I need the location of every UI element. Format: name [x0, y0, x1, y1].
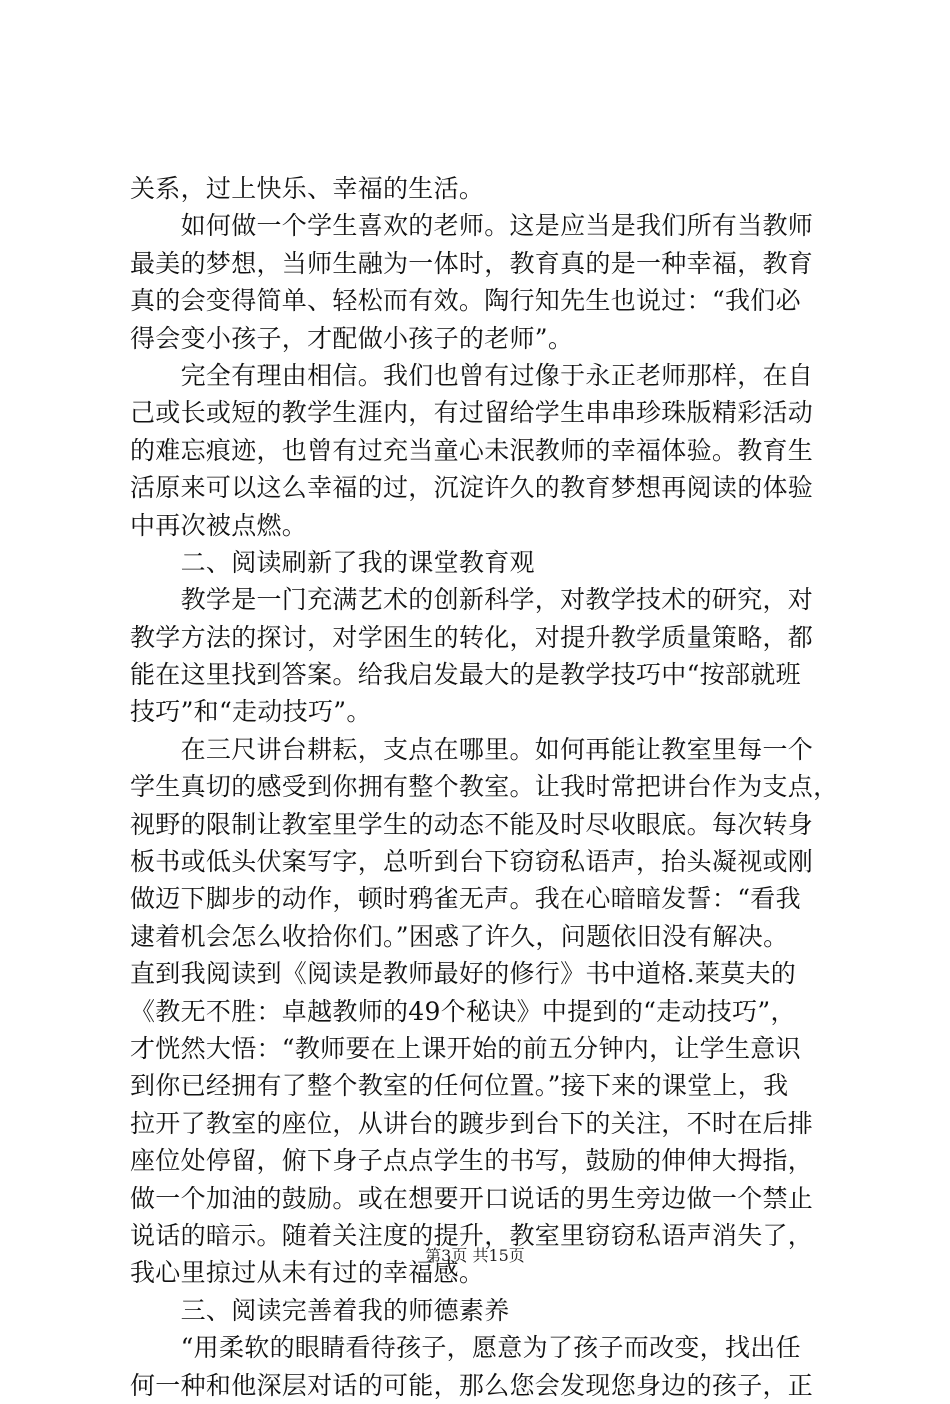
- text-line: 关系，过上快乐、幸福的生活。: [130, 174, 485, 203]
- text-line: 教学是一门充满艺术的创新科学，对教学技术的研究，对: [130, 585, 814, 615]
- body-text: [130, 170, 839, 1404]
- text-line: 学生真切的感受到你拥有整个教室。让我时常把讲台作为支点，: [130, 772, 839, 802]
- text-line: 在三尺讲台耕耘，支点在哪里。如何再能让教室里每一个: [130, 734, 814, 764]
- text-line: 逮着机会怎么收拾你们。”困惑了许久，问题依旧没有解决。: [130, 921, 789, 951]
- text-line: 技巧”和“走动技巧”。: [130, 697, 372, 727]
- text-line: 得会变小孩子，才配做小孩子的老师”。: [130, 323, 574, 353]
- text-line: 说话的暗示。随着关注度的提升，教室里窃窃私语声消失了，: [130, 1220, 814, 1250]
- text-line: 完全有理由相信。我们也曾有过像于永正老师那样，在自: [130, 360, 814, 390]
- text-line: 做迈下脚步的动作，顿时鸦雀无声。我在心暗暗发誓：“看我: [130, 884, 801, 914]
- text-line: 如何做一个学生喜欢的老师。这是应当是我们所有当教师: [130, 211, 814, 241]
- text-line: 座位处停留，俯下身子点点学生的书写，鼓励的伸伸大拇指，: [130, 1146, 814, 1176]
- text-line: 做一个加油的鼓励。或在想要开口说话的男生旁边做一个禁止: [130, 1183, 814, 1213]
- text-line: 视野的限制让教室里学生的动态不能及时尽收眼底。每次转身: [130, 809, 814, 839]
- text-line: 教学方法的探讨，对学困生的转化，对提升教学质量策略，都: [130, 622, 814, 652]
- text-line: 我心里掠过从未有过的幸福感。: [130, 1258, 485, 1288]
- text-line: 中再次被点燃。: [130, 510, 308, 540]
- text-line: “用柔软的眼睛看待孩子，愿意为了孩子而改变，找出任: [130, 1333, 801, 1363]
- text-line: 真的会变得简单、轻松而有效。陶行知先生也说过：“我们必: [130, 286, 801, 316]
- text-line: 何一种和他深层对话的可能，那么您会发现您身边的孩子，正: [130, 1370, 814, 1400]
- text-line: 己或长或短的教学生涯内，有过留给学生串串珍珠版精彩活动: [130, 398, 814, 428]
- section-heading: 三、阅读完善着我的师德素养: [130, 1295, 510, 1325]
- page-number: 第3页 共15页: [425, 1246, 525, 1265]
- text-line: 直到我阅读到《阅读是教师最好的修行》书中道格.莱莫夫的: [130, 959, 797, 989]
- section-heading: 二、阅读刷新了我的课堂教育观: [130, 547, 535, 577]
- text-line: 能在这里找到答案。给我启发最大的是教学技巧中“按部就班: [130, 660, 801, 690]
- text-line: 才恍然大悟：“教师要在上课开始的前五分钟内，让学生意识: [130, 1033, 801, 1063]
- text-line: 到你已经拥有了整个教室的任何位置。”接下来的课堂上，我: [130, 1071, 789, 1101]
- text-line: 最美的梦想，当师生融为一体时，教育真的是一种幸福，教育: [130, 248, 814, 278]
- text-line: 拉开了教室的座位，从讲台的踱步到台下的关注，不时在后排: [130, 1108, 814, 1138]
- text-line: 的难忘痕迹，也曾有过充当童心未泯教师的幸福体验。教育生: [130, 435, 814, 465]
- text-line: 《教无不胜：卓越教师的49个秘诀》中提到的“走动技巧”，: [130, 996, 796, 1026]
- text-line: 活原来可以这么幸福的过，沉淀许久的教育梦想再阅读的体验: [130, 473, 814, 503]
- text-line: 板书或低头伏案写字，总听到台下窃窃私语声，抬头凝视或刚: [130, 847, 814, 877]
- page-footer: [0, 1243, 950, 1266]
